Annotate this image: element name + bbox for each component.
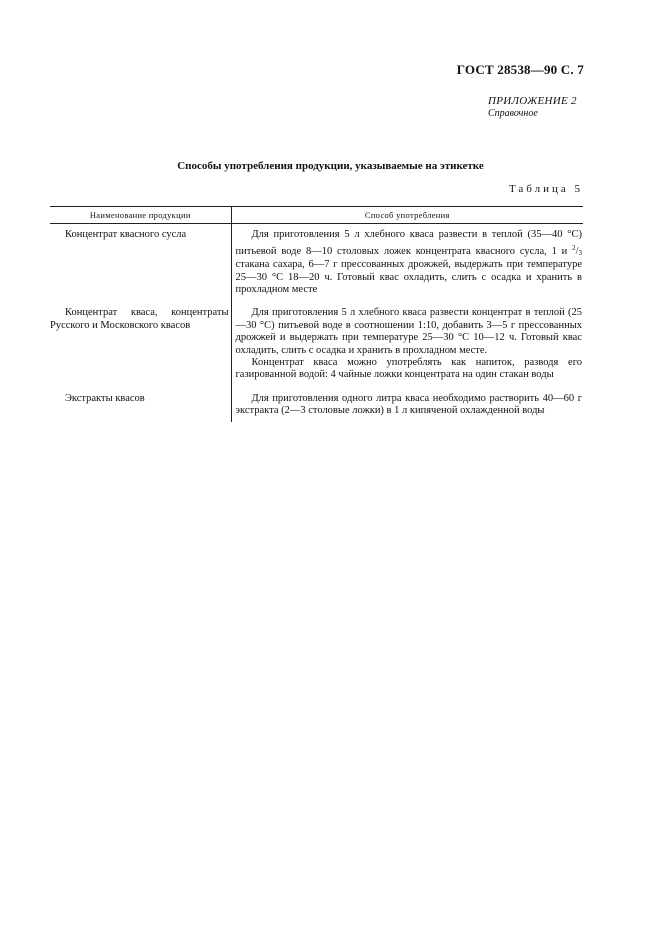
usage-text xyxy=(236,229,583,296)
table-label: Таблица 5 xyxy=(508,183,583,195)
table-row xyxy=(50,224,583,303)
usage-cell xyxy=(231,224,583,303)
column-header-product: Наименование продукции xyxy=(50,207,231,224)
usage-cell xyxy=(231,388,583,422)
usage-text-part: стакана сахара, 6—7 г прессованных дрожжей, выдержать при температуре 25—30 °С 18—20 ч. Готовый квас охладить, слить с осадка и хранить в прохладном месте xyxy=(235,259,582,296)
product-name-cell xyxy=(50,302,231,387)
product-name: Экстракты квасов xyxy=(65,392,145,404)
appendix-subtitle: Справочное xyxy=(488,108,538,119)
fraction-denominator: 3 xyxy=(578,248,582,257)
usage-text-part: Для приготовления 5 л хлебного кваса развести в теплой (35—40 °С) питьевой воде 8—10 столовых ложек концентрата квасного сусла, 1 и xyxy=(235,229,582,257)
product-name: Концентрат квасного сусла xyxy=(65,229,187,241)
document-code: ГОСТ 28538—90 С. 7 xyxy=(456,62,584,77)
product-name-cell xyxy=(50,388,231,422)
column-header-usage: Способ употребления xyxy=(231,207,583,224)
usage-table xyxy=(50,206,583,422)
usage-text: Для приготовления 5 л хлебного кваса развести концентрат в теплой (25—30 °С) питьевой воде в соотношении 1:10, добавить 3—5 г прессованных дрожжей и выдержать при температуре 25—30 °С 10—12 ч. Готовый квас охладить, слить с осадка и хранить в прохладном месте. xyxy=(235,307,582,356)
usage-cell xyxy=(231,302,583,387)
appendix-block xyxy=(488,95,577,119)
product-name-cell xyxy=(50,224,231,303)
table-header-row xyxy=(50,207,583,224)
page-title: Способы употребления продукции, указываемые на этикетке xyxy=(177,160,484,172)
product-name: Концентрат кваса, концентраты Русского и Московского квасов xyxy=(50,307,229,331)
appendix-title: ПРИЛОЖЕНИЕ 2 xyxy=(488,95,577,107)
fraction-numerator: 2 xyxy=(572,243,576,252)
fraction: $^2/_3$ xyxy=(572,243,582,257)
table-row xyxy=(50,302,583,387)
usage-text: Для приготовления одного литра кваса необходимо растворить 40—60 г экстракта (2—3 столовые ложки) в 1 л кипяченой охлажденной воды xyxy=(235,392,582,417)
usage-text: Концентрат кваса можно употреблять как напиток, разводя его газированной водой: 4 чайные ложки концентрата на один стакан воды xyxy=(235,357,582,381)
table-row xyxy=(50,388,583,422)
